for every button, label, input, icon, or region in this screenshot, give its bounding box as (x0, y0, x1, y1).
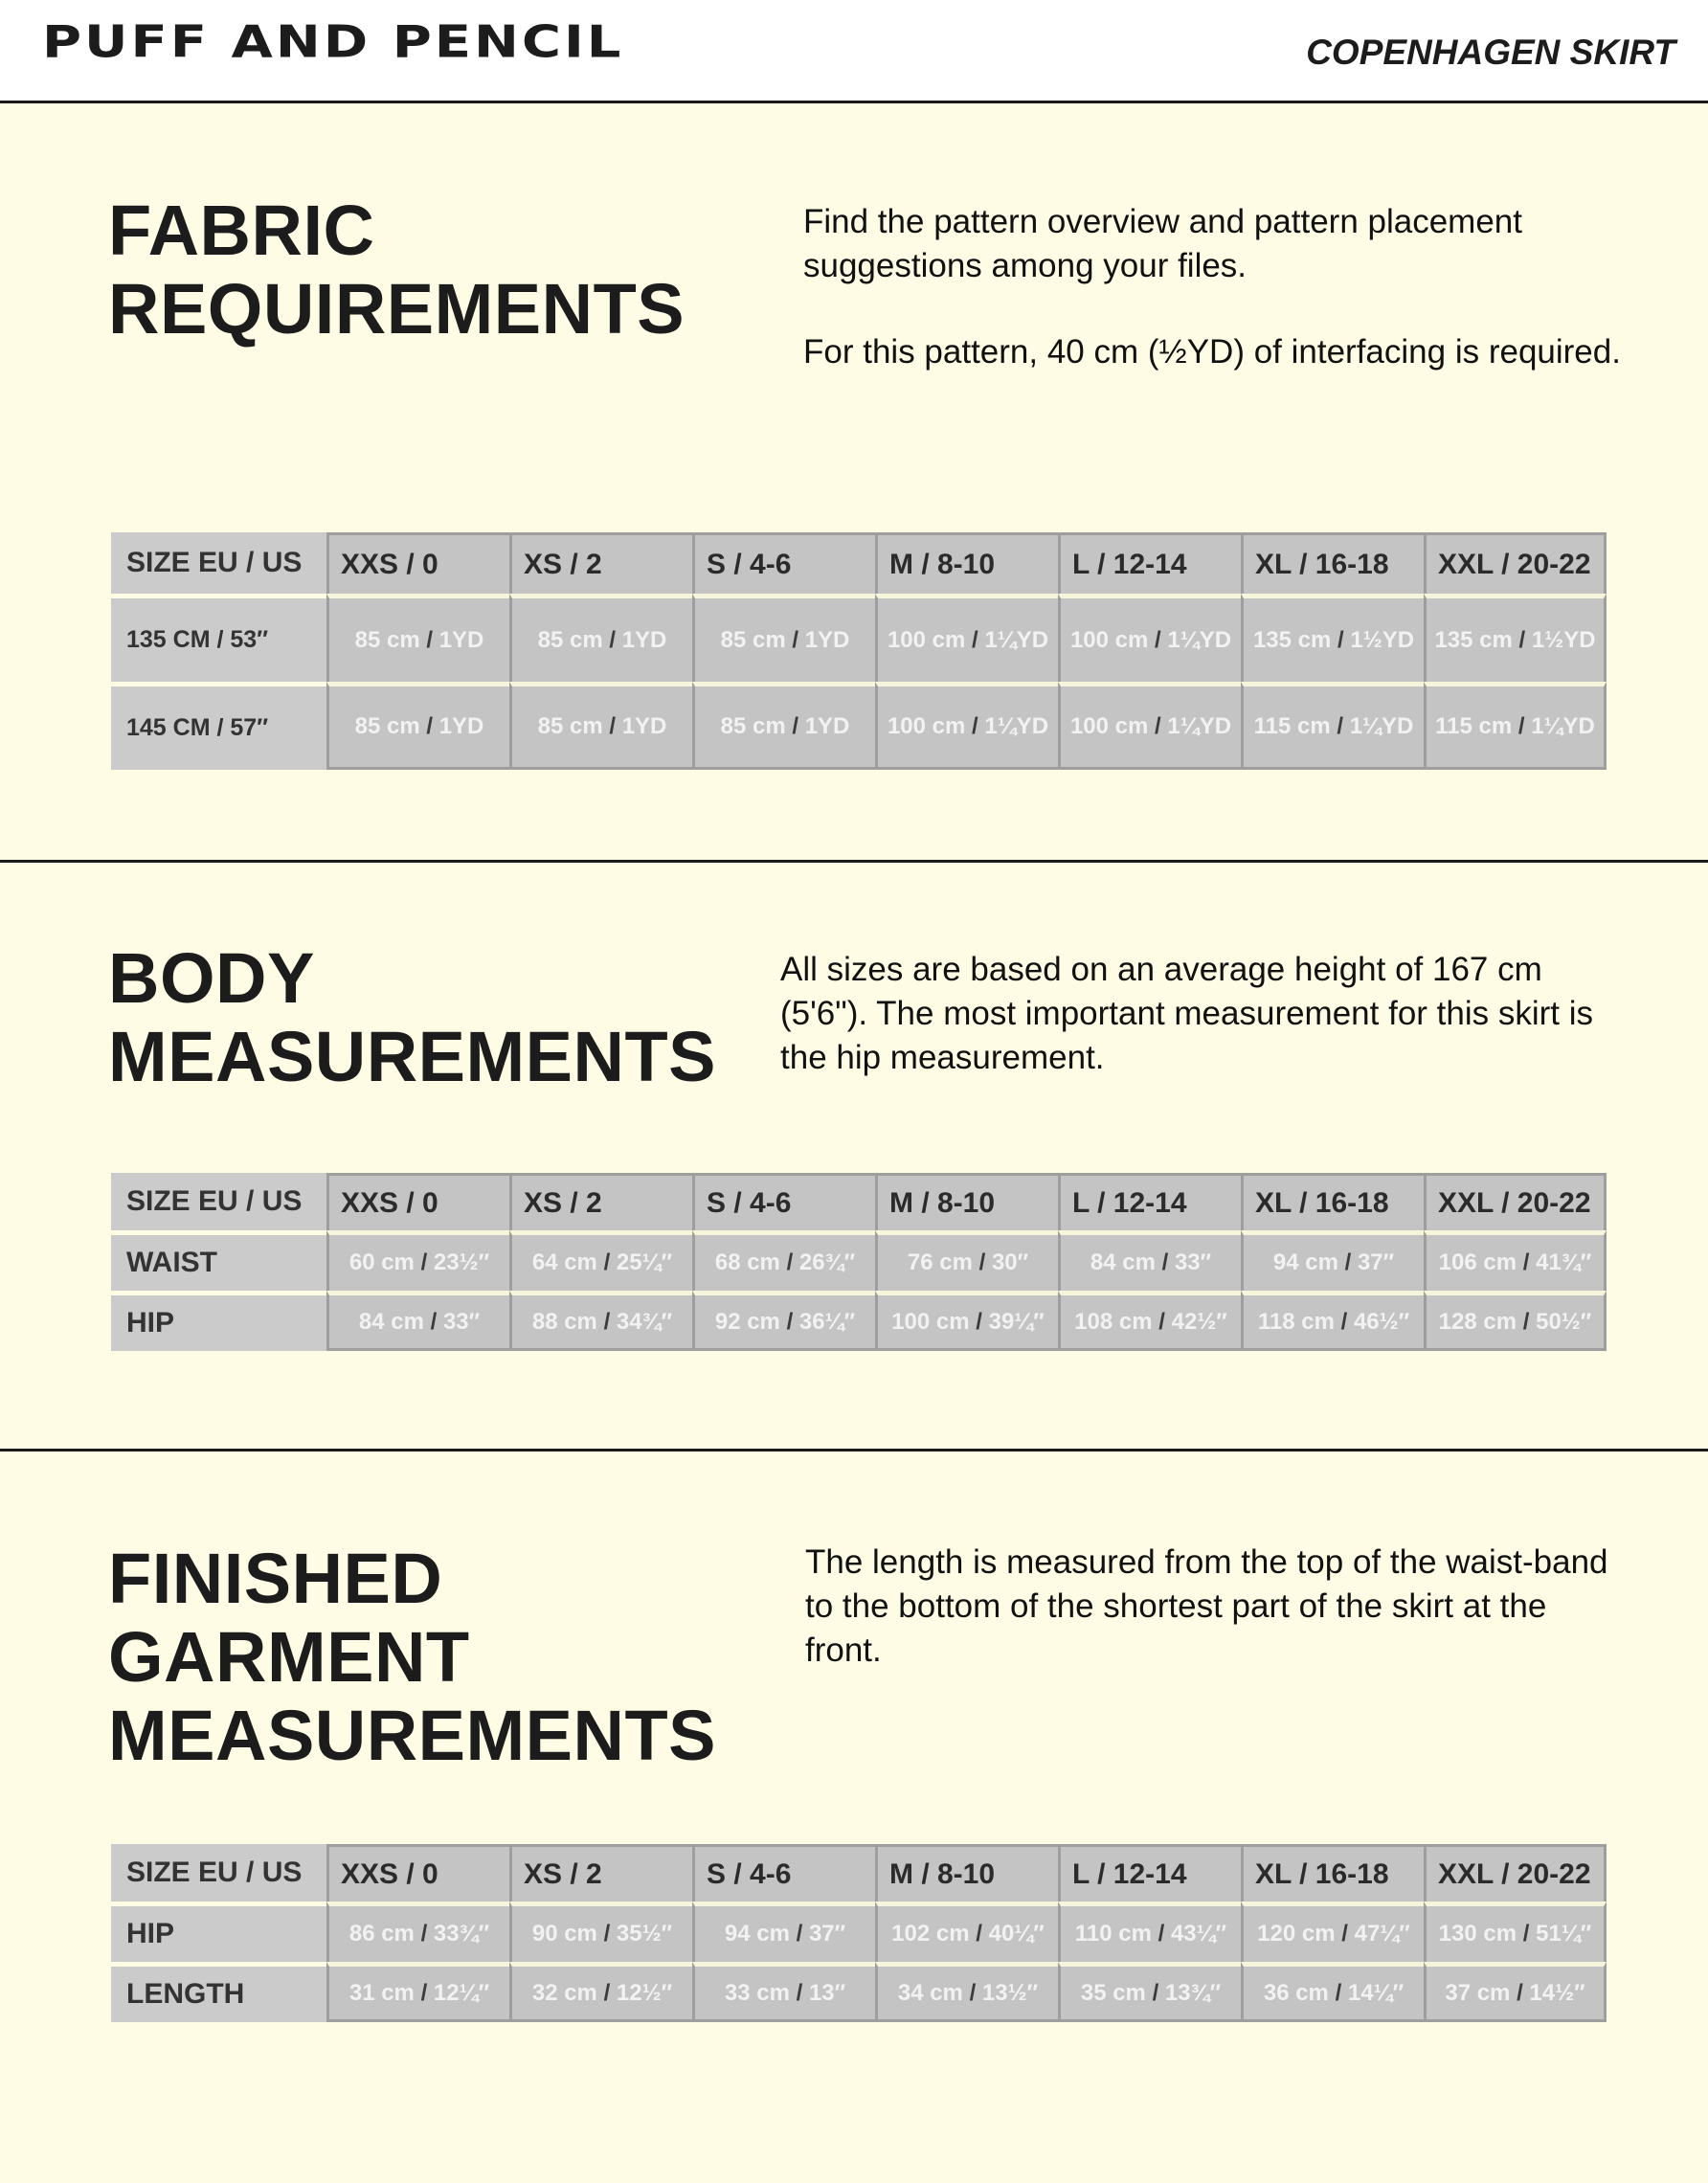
value-separator: / (779, 1249, 799, 1275)
size-header-label: SIZE EU / US (111, 1173, 326, 1230)
table-row (111, 1902, 1607, 1962)
row-label: 145 CM / 57″ (111, 682, 326, 770)
section-divider (0, 860, 1708, 863)
metric-value: 60 cm (348, 1249, 415, 1275)
table-row (111, 1962, 1607, 2022)
value-separator: / (596, 1249, 617, 1275)
metric-value: 84 cm (1090, 1249, 1156, 1275)
metric-value: 85 cm (720, 626, 786, 653)
imperial-value: 26¾″ (798, 1249, 856, 1275)
table-cell (692, 1962, 875, 2022)
table-cell (1241, 1230, 1424, 1291)
value-separator: / (602, 713, 622, 739)
value-separator: / (785, 626, 805, 653)
size-column-header: XL / 16-18 (1241, 532, 1424, 594)
table-cell (326, 1902, 509, 1962)
imperial-value: 1¼YD (1167, 626, 1232, 653)
value-separator: / (1335, 1921, 1355, 1947)
table-cell (1424, 682, 1607, 770)
table-cell (875, 682, 1058, 770)
metric-value: 94 cm (1272, 1249, 1338, 1275)
metric-value: 85 cm (354, 713, 420, 739)
metric-value: 90 cm (531, 1921, 597, 1947)
table-cell (692, 1230, 875, 1291)
value-separator: / (423, 1308, 443, 1335)
metric-value: 92 cm (714, 1308, 780, 1335)
metric-value: 115 cm (1253, 713, 1331, 739)
section-divider (0, 1449, 1708, 1452)
metric-value: 108 cm (1074, 1308, 1153, 1335)
imperial-value: 1YD (438, 626, 484, 653)
table-cell (692, 1291, 875, 1351)
table-header-row (111, 1173, 1607, 1230)
table-cell (509, 1291, 692, 1351)
value-separator: / (1148, 713, 1168, 739)
finished-description (805, 1541, 1629, 1673)
size-column-header: L / 12-14 (1058, 1844, 1241, 1902)
table-header-row (111, 1844, 1607, 1902)
table-cell (509, 682, 692, 770)
value-separator: / (1512, 626, 1532, 653)
row-label: HIP (111, 1291, 326, 1351)
imperial-value: 30″ (991, 1249, 1029, 1275)
imperial-value: 35½″ (616, 1921, 673, 1947)
imperial-value: 12¼″ (433, 1979, 490, 2006)
value-separator: / (602, 626, 622, 653)
imperial-value: 42½″ (1171, 1308, 1227, 1335)
value-separator: / (1517, 1249, 1537, 1275)
imperial-value: 13½″ (981, 1979, 1039, 2006)
table-cell (875, 594, 1058, 682)
table-row (111, 682, 1607, 770)
imperial-value: 1YD (804, 626, 850, 653)
metric-value: 115 cm (1435, 713, 1513, 739)
metric-value: 102 cm (891, 1921, 970, 1947)
metric-value: 85 cm (537, 713, 603, 739)
description-paragraph: All sizes are based on an average height of 167 cm (5'6"). The most important measurement for this skirt is the hip measurement. (780, 951, 1594, 1076)
imperial-value: 47¼″ (1354, 1921, 1410, 1947)
metric-value: 100 cm (891, 1308, 970, 1335)
value-separator: / (1337, 1249, 1358, 1275)
value-separator: / (1330, 713, 1350, 739)
row-label: 135 CM / 53″ (111, 594, 326, 682)
metric-value: 128 cm (1438, 1308, 1517, 1335)
metric-value: 85 cm (537, 626, 603, 653)
table-cell (1241, 1962, 1424, 2022)
brand-logo: PUFF AND PENCIL (42, 16, 624, 69)
value-separator: / (596, 1979, 617, 2006)
imperial-value: 39¼″ (988, 1308, 1045, 1335)
metric-value: 32 cm (531, 1979, 597, 2006)
imperial-value: 23½″ (433, 1249, 490, 1275)
value-separator: / (1155, 1249, 1175, 1275)
size-column-header: L / 12-14 (1058, 532, 1241, 594)
size-column-header: M / 8-10 (875, 532, 1058, 594)
value-separator: / (969, 1308, 989, 1335)
value-separator: / (969, 1921, 989, 1947)
title-line: MEASUREMENTS (108, 1696, 717, 1775)
table-cell (692, 682, 875, 770)
size-column-header: S / 4-6 (692, 1173, 875, 1230)
value-separator: / (419, 713, 439, 739)
imperial-value: 1½YD (1350, 626, 1415, 653)
imperial-value: 1¼YD (984, 713, 1049, 739)
table-cell (1058, 1291, 1241, 1351)
metric-value: 88 cm (531, 1308, 597, 1335)
table-cell (1424, 594, 1607, 682)
imperial-value: 34¾″ (616, 1308, 673, 1335)
fabric-description (803, 200, 1627, 374)
metric-value: 37 cm (1445, 1979, 1511, 2006)
metric-value: 100 cm (1069, 626, 1149, 653)
imperial-value: 13¾″ (1164, 1979, 1222, 2006)
imperial-value: 33″ (442, 1308, 481, 1335)
value-separator: / (779, 1308, 799, 1335)
value-separator: / (972, 1249, 992, 1275)
description-paragraph: Find the pattern overview and pattern placement suggestions among your files. (803, 203, 1522, 284)
imperial-value: 14½″ (1529, 1979, 1585, 2006)
size-column-header: S / 4-6 (692, 532, 875, 594)
table-cell (509, 1902, 692, 1962)
imperial-value: 1YD (804, 713, 850, 739)
value-separator: / (1517, 1308, 1537, 1335)
value-separator: / (789, 1921, 809, 1947)
value-separator: / (962, 1979, 982, 2006)
table-row (111, 1230, 1607, 1291)
finished-measurements-table (111, 1844, 1607, 2022)
table-cell (326, 1291, 509, 1351)
table-cell (1424, 1902, 1607, 1962)
value-separator: / (1517, 1921, 1537, 1947)
imperial-value: 41¾″ (1536, 1249, 1592, 1275)
table-cell (509, 594, 692, 682)
imperial-value: 1¼YD (1349, 713, 1414, 739)
body-description (780, 948, 1613, 1080)
imperial-value: 40¼″ (988, 1921, 1045, 1947)
title-line: REQUIREMENTS (108, 269, 685, 349)
table-cell (326, 594, 509, 682)
table-cell (1241, 594, 1424, 682)
metric-value: 100 cm (887, 626, 966, 653)
imperial-value: 1½YD (1531, 626, 1596, 653)
value-separator: / (789, 1979, 809, 2006)
imperial-value: 1YD (621, 626, 667, 653)
table-cell (1424, 1962, 1607, 2022)
metric-value: 110 cm (1074, 1921, 1152, 1947)
body-measurements-table (111, 1173, 1607, 1351)
metric-value: 34 cm (897, 1979, 963, 2006)
value-separator: / (1328, 1979, 1348, 2006)
imperial-value: 25¼″ (616, 1249, 673, 1275)
imperial-value: 1YD (438, 713, 484, 739)
imperial-value: 37″ (808, 1921, 846, 1947)
table-cell (1241, 1902, 1424, 1962)
title-line: GARMENT (108, 1617, 470, 1697)
imperial-value: 1¼YD (1167, 713, 1232, 739)
value-separator: / (1512, 713, 1532, 739)
size-column-header: XXL / 20-22 (1424, 1173, 1607, 1230)
value-separator: / (785, 713, 805, 739)
value-separator: / (1334, 1308, 1354, 1335)
size-column-header: M / 8-10 (875, 1844, 1058, 1902)
imperial-value: 36¼″ (798, 1308, 856, 1335)
row-label: WAIST (111, 1230, 326, 1291)
size-column-header: XS / 2 (509, 1173, 692, 1230)
size-column-header: XS / 2 (509, 532, 692, 594)
table-cell (1058, 1962, 1241, 2022)
imperial-value: 37″ (1357, 1249, 1395, 1275)
table-cell (1241, 682, 1424, 770)
imperial-value: 1¼YD (984, 626, 1049, 653)
size-header-label: SIZE EU / US (111, 1844, 326, 1902)
metric-value: 64 cm (531, 1249, 597, 1275)
imperial-value: 50½″ (1536, 1308, 1592, 1335)
pattern-title: COPENHAGEN SKIRT (1306, 33, 1675, 72)
body-measurements-title (108, 939, 716, 1096)
imperial-value: 14¼″ (1347, 1979, 1405, 2006)
metric-value: 118 cm (1257, 1308, 1335, 1335)
imperial-value: 1¼YD (1531, 713, 1595, 739)
value-separator: / (1148, 626, 1168, 653)
row-label: HIP (111, 1902, 326, 1962)
table-header-row (111, 532, 1607, 594)
imperial-value: 33¾″ (433, 1921, 490, 1947)
value-separator: / (419, 626, 439, 653)
table-cell (692, 594, 875, 682)
size-column-header: XS / 2 (509, 1844, 692, 1902)
metric-value: 85 cm (354, 626, 420, 653)
title-line: MEASUREMENTS (108, 1017, 717, 1096)
value-separator: / (1152, 1308, 1172, 1335)
value-separator: / (1331, 626, 1351, 653)
size-column-header: XL / 16-18 (1241, 1173, 1424, 1230)
table-cell (509, 1962, 692, 2022)
imperial-value: 46½″ (1353, 1308, 1410, 1335)
size-header-label: SIZE EU / US (111, 532, 326, 594)
table-cell (1058, 1902, 1241, 1962)
metric-value: 84 cm (358, 1308, 424, 1335)
table-cell (875, 1902, 1058, 1962)
metric-value: 100 cm (887, 713, 966, 739)
fabric-requirements-table (111, 532, 1607, 770)
size-column-header: XXS / 0 (326, 1173, 509, 1230)
title-line: FABRIC (108, 191, 375, 270)
imperial-value: 12½″ (616, 1979, 673, 2006)
metric-value: 130 cm (1438, 1921, 1517, 1947)
value-separator: / (596, 1921, 617, 1947)
size-column-header: XXS / 0 (326, 1844, 509, 1902)
table-cell (1424, 1230, 1607, 1291)
row-label: LENGTH (111, 1962, 326, 2022)
fabric-requirements-title (108, 191, 685, 349)
size-column-header: M / 8-10 (875, 1173, 1058, 1230)
table-cell (1424, 1291, 1607, 1351)
value-separator: / (596, 1308, 617, 1335)
size-column-header: XXL / 20-22 (1424, 1844, 1607, 1902)
size-column-header: XL / 16-18 (1241, 1844, 1424, 1902)
value-separator: / (1151, 1921, 1171, 1947)
value-separator: / (414, 1921, 434, 1947)
table-cell (875, 1230, 1058, 1291)
metric-value: 85 cm (720, 713, 786, 739)
description-paragraph: The length is measured from the top of the waist-band to the bottom of the shortest part of the skirt at the front. (805, 1543, 1608, 1669)
metric-value: 86 cm (348, 1921, 415, 1947)
table-cell (1058, 594, 1241, 682)
metric-value: 120 cm (1257, 1921, 1336, 1947)
value-separator: / (1510, 1979, 1530, 2006)
metric-value: 31 cm (348, 1979, 415, 2006)
metric-value: 94 cm (724, 1921, 790, 1947)
table-cell (326, 1230, 509, 1291)
table-cell (326, 682, 509, 770)
size-column-header: S / 4-6 (692, 1844, 875, 1902)
value-separator: / (965, 713, 985, 739)
table-cell (1241, 1291, 1424, 1351)
imperial-value: 13″ (808, 1979, 846, 2006)
imperial-value: 43¼″ (1170, 1921, 1227, 1947)
value-separator: / (1145, 1979, 1165, 2006)
description-paragraph: For this pattern, 40 cm (½YD) of interfacing is required. (803, 333, 1621, 371)
table-cell (875, 1291, 1058, 1351)
metric-value: 100 cm (1069, 713, 1149, 739)
table-cell (1058, 682, 1241, 770)
value-separator: / (965, 626, 985, 653)
metric-value: 135 cm (1434, 626, 1513, 653)
metric-value: 36 cm (1263, 1979, 1329, 2006)
imperial-value: 51¼″ (1536, 1921, 1592, 1947)
metric-value: 106 cm (1438, 1249, 1517, 1275)
metric-value: 33 cm (724, 1979, 790, 2006)
table-cell (875, 1962, 1058, 2022)
imperial-value: 1YD (621, 713, 667, 739)
table-cell (509, 1230, 692, 1291)
table-cell (1058, 1230, 1241, 1291)
value-separator: / (414, 1249, 434, 1275)
size-column-header: XXL / 20-22 (1424, 532, 1607, 594)
title-line: FINISHED (108, 1539, 443, 1618)
size-column-header: XXS / 0 (326, 532, 509, 594)
table-row (111, 1291, 1607, 1351)
table-row (111, 594, 1607, 682)
imperial-value: 33″ (1174, 1249, 1212, 1275)
table-cell (692, 1902, 875, 1962)
metric-value: 135 cm (1252, 626, 1332, 653)
metric-value: 68 cm (714, 1249, 780, 1275)
table-cell (326, 1962, 509, 2022)
metric-value: 35 cm (1080, 1979, 1146, 2006)
title-line: BODY (108, 938, 315, 1018)
size-column-header: L / 12-14 (1058, 1173, 1241, 1230)
value-separator: / (414, 1979, 434, 2006)
metric-value: 76 cm (907, 1249, 973, 1275)
page-header (0, 0, 1708, 103)
finished-measurements-title (108, 1540, 716, 1775)
